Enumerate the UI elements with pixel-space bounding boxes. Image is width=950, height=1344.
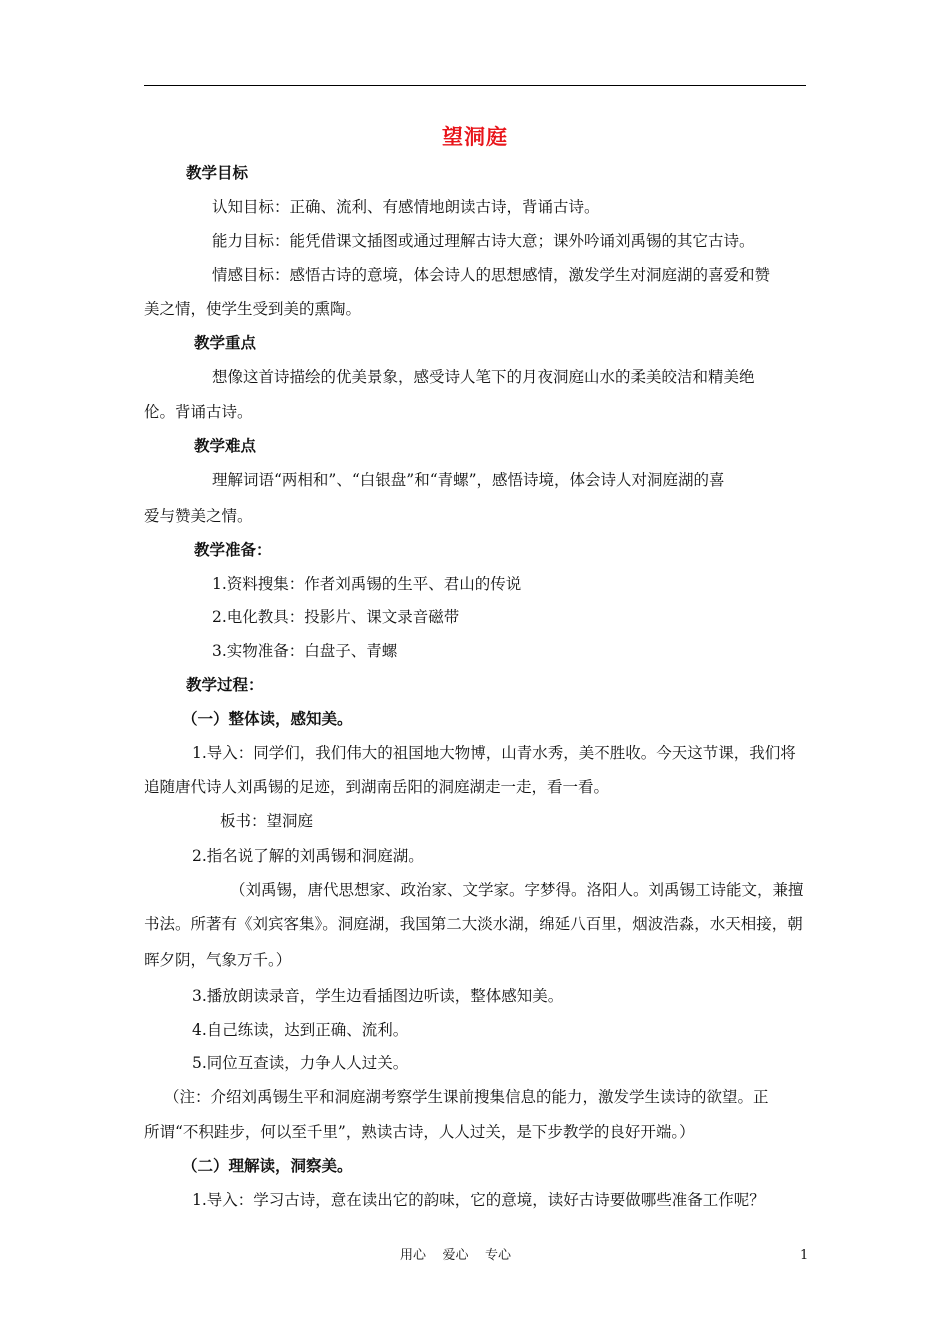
- paragraph-line: 1.导入：学习古诗，意在读出它的韵味，它的意境，读好古诗要做哪些准备工作呢？: [192, 1191, 765, 1209]
- page-number: 1: [800, 1248, 809, 1263]
- paragraph-line: 认知目标：正确、流利、有感情地朗读古诗，背诵古诗。: [212, 198, 600, 216]
- subsection-heading: （一）整体读，感知美。: [182, 709, 353, 728]
- list-item: 1.资料搜集：作者刘禹锡的生平、君山的传说: [212, 575, 522, 593]
- section-heading-teaching-objectives: 教学目标: [186, 163, 249, 182]
- paragraph-line: 5.同位互查读，力争人人过关。: [192, 1054, 409, 1072]
- paragraph-line: （刘禹锡，唐代思想家、政治家、文学家。字梦得。洛阳人。刘禹锡工诗能文，兼擅: [230, 881, 804, 899]
- paragraph-line: 4.自己练读，达到正确、流利。: [192, 1021, 409, 1039]
- paragraph-line: 理解词语“两相和”、“白银盘”和“青螺”，感悟诗境，体会诗人对洞庭湖的喜: [212, 471, 725, 489]
- paragraph-line: （注：介绍刘禹锡生平和洞庭湖考察学生课前搜集信息的能力，激发学生读诗的欲望。正: [164, 1088, 769, 1106]
- paragraph-line: 伦。背诵古诗。: [144, 403, 253, 421]
- paragraph-line: 2.指名说了解的刘禹锡和洞庭湖。: [192, 847, 424, 865]
- paragraph-line: 晖夕阴，气象万千。）: [144, 951, 292, 969]
- section-heading-preparation: 教学准备：: [194, 540, 272, 559]
- list-item: 2.电化教具：投影片、课文录音磁带: [212, 608, 460, 626]
- header-rule: [144, 85, 806, 86]
- paragraph-line: 能力目标：能凭借课文插图或通过理解古诗大意；课外吟诵刘禹锡的其它古诗。: [212, 232, 755, 250]
- paragraph-line: 所谓“不积跬步，何以至千里”，熟读古诗，人人过关，是下步教学的良好开端。）: [144, 1123, 695, 1141]
- subsection-heading: （二）理解读，洞察美。: [182, 1156, 353, 1175]
- paragraph-line: 追随唐代诗人刘禹锡的足迹，到湖南岳阳的洞庭湖走一走，看一看。: [144, 778, 610, 796]
- paragraph-line: 美之情，使学生受到美的熏陶。: [144, 300, 362, 318]
- paragraph-line: 板书：望洞庭: [220, 812, 314, 830]
- document-title: 望洞庭: [442, 124, 508, 149]
- list-item: 3.实物准备：白盘子、青螺: [212, 642, 398, 660]
- paragraph-line: 爱与赞美之情。: [144, 507, 253, 525]
- section-heading-difficulties: 教学难点: [194, 436, 257, 455]
- section-heading-key-points: 教学重点: [194, 333, 257, 352]
- paragraph-line: 书法。所著有《刘宾客集》。洞庭湖，我国第二大淡水湖，绵延八百里，烟波浩淼，水天相接，朝: [144, 915, 803, 933]
- paragraph-line: 1.导入：同学们，我们伟大的祖国地大物博，山青水秀，美不胜收。今天这节课，我们将: [192, 744, 796, 762]
- paragraph-line: 想像这首诗描绘的优美景象，感受诗人笔下的月夜洞庭山水的柔美皎洁和精美绝: [212, 368, 755, 386]
- footer-text: 用心 爱心 专心: [400, 1248, 512, 1263]
- paragraph-line: 3.播放朗读录音，学生边看插图边听读，整体感知美。: [192, 987, 564, 1005]
- section-heading-process: 教学过程：: [186, 675, 264, 694]
- paragraph-line: 情感目标：感悟古诗的意境，体会诗人的思想感情，激发学生对洞庭湖的喜爱和赞: [212, 266, 771, 284]
